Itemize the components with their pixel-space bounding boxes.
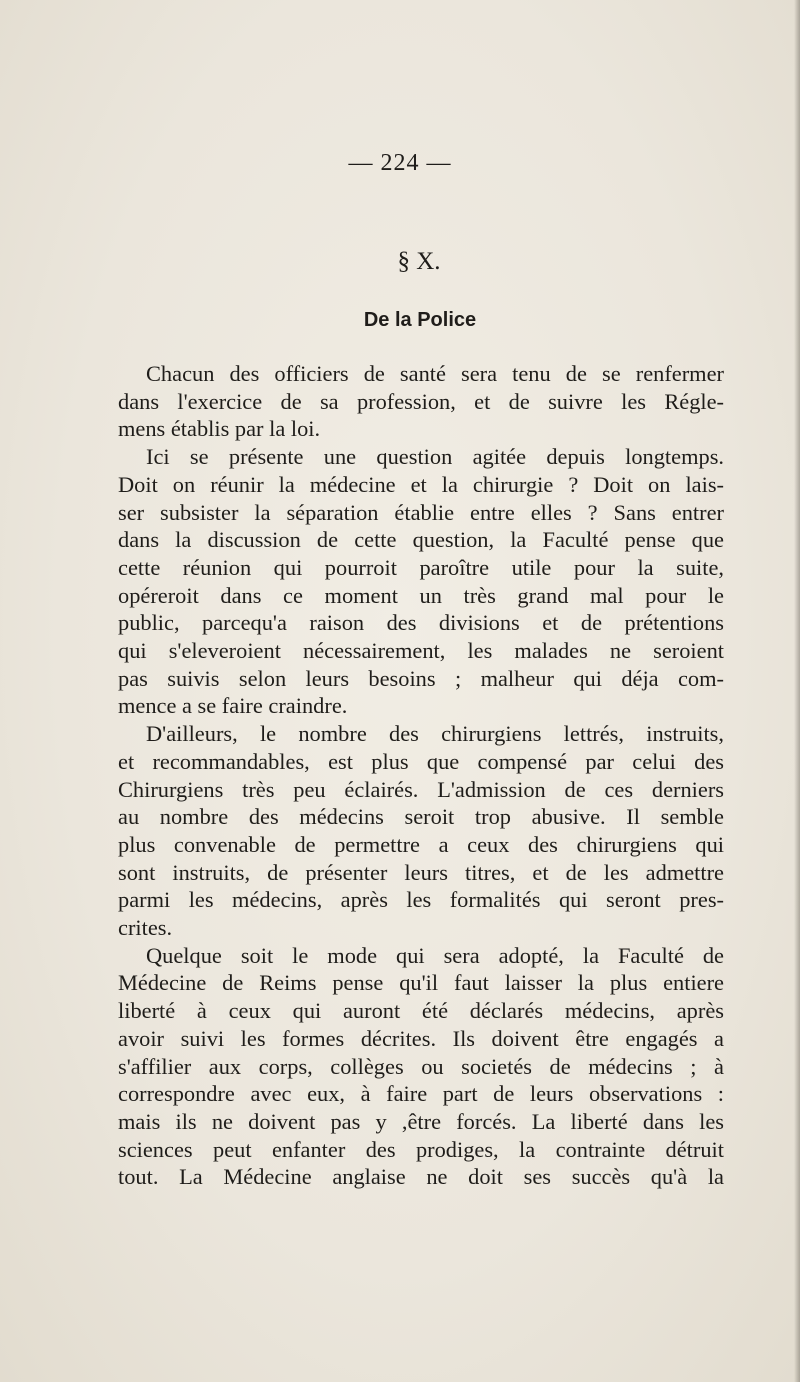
- text-line: tout. La Médecine anglaise ne doit ses succès qu'à la: [118, 1164, 724, 1190]
- text-line: Quelque soit le mode qui sera adopté, la Faculté de: [146, 942, 724, 968]
- text-line: dans l'exercice de sa profession, et de suivre les Régle-: [118, 388, 724, 414]
- section-mark: § X.: [397, 248, 441, 275]
- text-line: mais ils ne doivent pas y ,être forcés. La liberté dans les: [118, 1108, 724, 1134]
- text-line: public, parcequ'a raison des divisions et de prétentions: [118, 610, 724, 636]
- page-edge-shadow: [794, 0, 800, 1382]
- text-line: Chacun des officiers de santé sera tenu de se renfermer: [146, 361, 724, 386]
- text-line: qui s'eleveroient nécessairement, les malades ne seroient: [118, 638, 724, 664]
- text-line: dans la discussion de cette question, la Faculté pense que: [118, 527, 724, 553]
- text-line: et recommandables, est plus que compensé par celui des: [118, 748, 724, 774]
- text-line: sciences peut enfanter des prodiges, la contrainte détruit: [118, 1136, 724, 1162]
- text-line: parmi les médecins, après les formalités qui seront pres-: [118, 887, 724, 913]
- text-line: opéreroit dans ce moment un très grand mal pour le: [118, 582, 724, 608]
- text-line: au nombre des médecins seroit trop abusive. Il semble: [118, 804, 724, 830]
- text-line: ser subsister la séparation établie entre elles ? Sans entrer: [118, 499, 724, 525]
- text-line: mence a se faire craindre.: [118, 693, 348, 719]
- text-line: s'affilier aux corps, collèges ou societés de médecins ; à: [118, 1053, 724, 1079]
- text-line: D'ailleurs, le nombre des chirurgiens lettrés, instruits,: [146, 721, 724, 747]
- text-line: avoir suivi les formes décrites. Ils doivent être engagés a: [118, 1025, 724, 1051]
- text-line: pas suivis selon leurs besoins ; malheur qui déja com-: [118, 665, 724, 691]
- body-text: [118, 360, 724, 1191]
- text-line: sont instruits, de présenter leurs titres, et de les admettre: [118, 859, 724, 885]
- text-line: Ici se présente une question agitée depuis longtemps.: [146, 444, 724, 470]
- text-line: Doit on réunir la médecine et la chirurgie ? Doit on lais-: [118, 471, 724, 497]
- text-line: Médecine de Reims pense qu'il faut laisser la plus entiere: [118, 970, 724, 996]
- section-title: De la Police: [363, 309, 477, 331]
- text-line: crites.: [118, 915, 173, 941]
- page-number: — 224 —: [348, 150, 452, 176]
- text-line: mens établis par la loi.: [118, 416, 321, 442]
- text-line: plus convenable de permettre a ceux des chirurgiens qui: [118, 831, 724, 857]
- text-line: cette réunion qui pourroit paroître utile pour la suite,: [118, 554, 724, 580]
- text-line: Chirurgiens très peu éclairés. L'admission de ces derniers: [118, 776, 724, 802]
- text-line: correspondre avec eux, à faire part de leurs observations :: [118, 1081, 724, 1107]
- text-line: liberté à ceux qui auront été déclarés médecins, après: [118, 998, 724, 1024]
